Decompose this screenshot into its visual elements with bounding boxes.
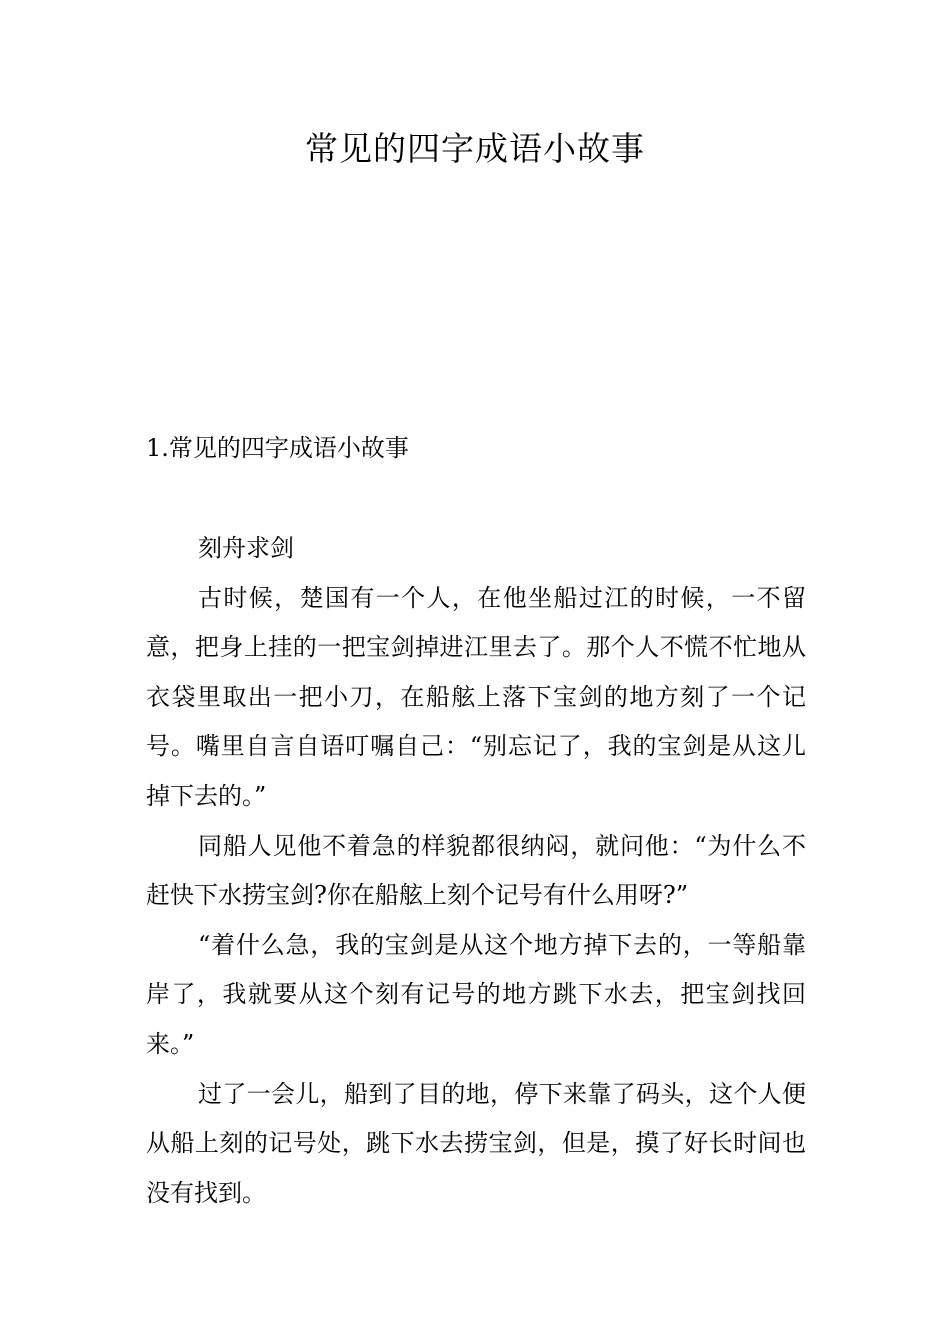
story-title: 刻舟求剑 — [198, 534, 294, 562]
story-paragraph: 古时候，楚国有一个人，在他坐船过江的时候，一不留意，把身上挂的一把宝剑掉进江里去了。那个人不慌不忙地从衣袋里取出一把小刀，在船舷上落下宝剑的地方刻了一个记号。嘴里自言自语叮嘱自己：“别忘记了，我的宝剑是从这儿掉下去的。” — [146, 583, 806, 810]
story-paragraph: 过了一会儿，船到了目的地，停下来靠了码头，这个人便从船上刻的记号处，跳下水去捞宝剑，但是，摸了好长时间也没有找到。 — [146, 1079, 806, 1207]
document-title: 常见的四字成语小故事 — [305, 129, 645, 168]
story-body — [146, 524, 806, 1218]
section-heading: 1.常见的四字成语小故事 — [146, 434, 409, 462]
story-paragraph: 同船人见他不着急的样貌都很纳闷，就问他：“为什么不赶快下水捞宝剑?你在船舷上刻个记号有什么用呀?” — [146, 831, 806, 910]
story-paragraph: “着什么急，我的宝剑是从这个地方掉下去的，一等船靠岸了，我就要从这个刻有记号的地方跳下水去，把宝剑找回来。” — [146, 930, 806, 1058]
